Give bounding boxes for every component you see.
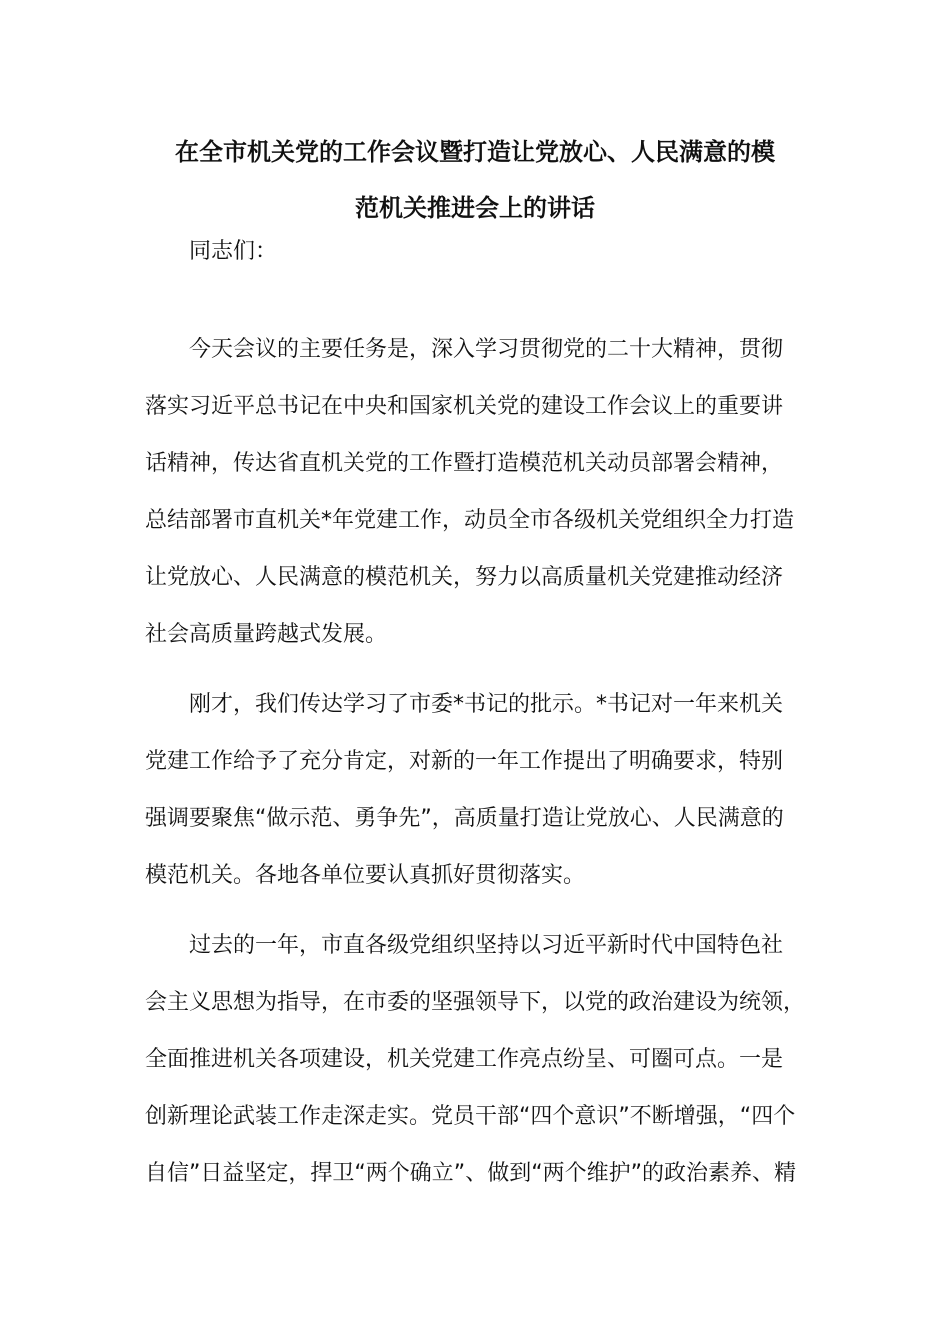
paragraph-1-line-4: 总结部署市直机关*年党建工作，动员全市各级机关党组织全力打造 xyxy=(145,508,795,533)
paragraph-2-line-4: 模范机关。各地各单位要认真抓好贯彻落实。 xyxy=(145,863,586,888)
document-title-line-1: 在全市机关党的工作会议暨打造让党放心、人民满意的模 xyxy=(175,138,775,166)
salutation: 同志们： xyxy=(189,239,278,264)
paragraph-1-line-6: 社会高质量跨越式发展。 xyxy=(145,622,388,647)
paragraph-3-line-4: 创新理论武装工作走深走实。党员干部“四个意识”不断增强，“四个 xyxy=(145,1104,796,1129)
paragraph-1-line-3: 话精神，传达省直机关党的工作暨打造模范机关动员部署会精神， xyxy=(145,451,784,476)
paragraph-2-line-2: 党建工作给予了充分肯定，对新的一年工作提出了明确要求，特别 xyxy=(145,749,784,774)
document-title-line-2: 范机关推进会上的讲话 xyxy=(355,194,595,222)
paragraph-2-line-1: 刚才，我们传达学习了市委*书记的批示。*书记对一年来机关 xyxy=(189,692,784,717)
paragraph-1-line-5: 让党放心、人民满意的模范机关，努力以高质量机关党建推动经济 xyxy=(145,565,784,590)
paragraph-3-line-5: 自信”日益坚定，捍卫“两个确立”、做到“两个维护”的政治素养、精 xyxy=(145,1161,796,1186)
paragraph-1-line-2: 落实习近平总书记在中央和国家机关党的建设工作会议上的重要讲 xyxy=(145,394,784,419)
paragraph-3-line-1: 过去的一年，市直各级党组织坚持以习近平新时代中国特色社 xyxy=(189,933,784,958)
paragraph-3-line-3: 全面推进机关各项建设，机关党建工作亮点纷呈、可圈可点。一是 xyxy=(145,1047,784,1072)
paragraph-1-line-1: 今天会议的主要任务是，深入学习贯彻党的二十大精神，贯彻 xyxy=(189,337,784,362)
paragraph-3-line-2: 会主义思想为指导，在市委的坚强领导下，以党的政治建设为统领， xyxy=(145,990,806,1015)
paragraph-2-line-3: 强调要聚焦“做示范、勇争先”，高质量打造让党放心、人民满意的 xyxy=(145,806,784,831)
